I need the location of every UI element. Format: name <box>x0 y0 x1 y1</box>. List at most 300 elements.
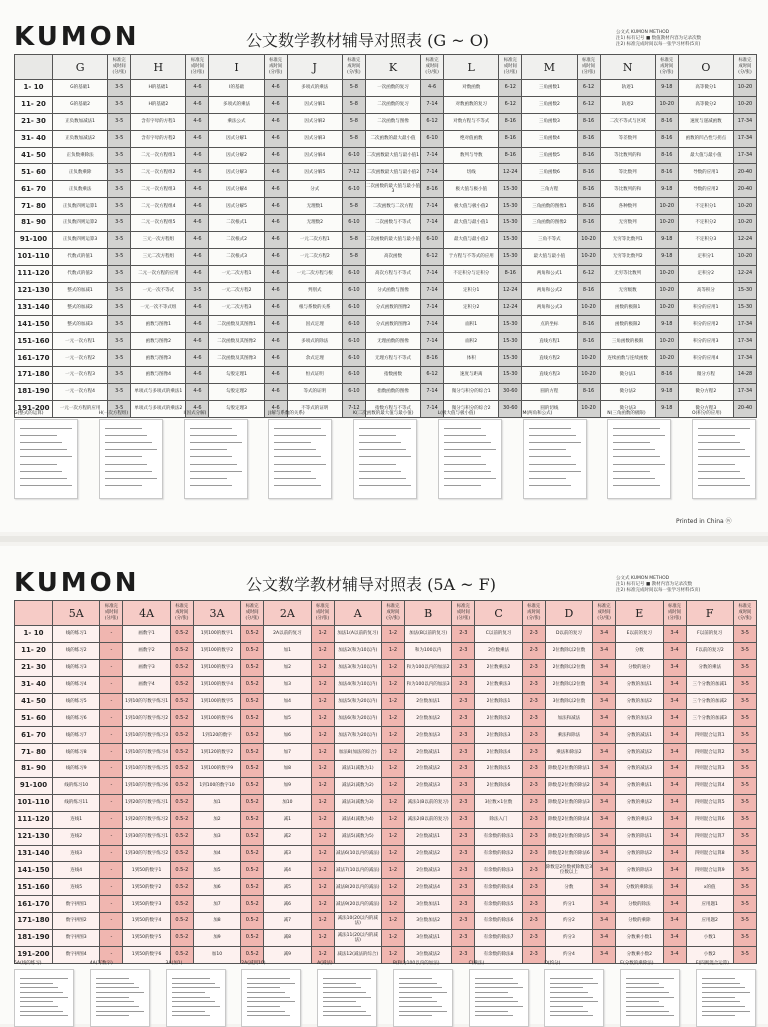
topic-cell: 三角函数2 <box>522 96 577 113</box>
time-cell: 4-6 <box>186 181 209 198</box>
time-cell: 2-3 <box>522 930 545 947</box>
level-header: O <box>678 55 733 80</box>
topic-cell: 微分与积分的综合1 <box>444 384 499 401</box>
worksheet-line <box>702 1006 745 1007</box>
topic-cell: 直线方程3 <box>522 367 577 384</box>
time-cell: 3-5 <box>733 862 756 879</box>
topic-cell: 四则混合运算9 <box>686 862 733 879</box>
topic-cell: 2位数减法3 <box>404 862 451 879</box>
topic-cell: 正负数乘法 <box>53 181 108 198</box>
topic-cell: 1到120的数字 <box>193 727 240 744</box>
kumon-logo: KUMON <box>14 568 140 598</box>
topic-cell: 1到50的数字3 <box>123 896 170 913</box>
worksheet-line <box>105 478 157 479</box>
time-header: 标准完 成时间 (分/张) <box>655 55 678 80</box>
worksheet-line <box>96 978 129 979</box>
topic-cell: 正负数四则运算3 <box>53 232 108 249</box>
topic-cell: 含有字母的方程1 <box>131 113 186 130</box>
worksheet-line <box>626 1006 664 1007</box>
worksheet-line <box>359 471 401 472</box>
topic-cell: 除数是2位数的除法6 <box>545 845 592 862</box>
topic-cell: 等式的证明 <box>287 384 342 401</box>
topic-cell: 微分法1 <box>600 367 655 384</box>
time-cell: 8-16 <box>577 198 600 215</box>
time-cell: 1-2 <box>311 676 334 693</box>
time-cell: 8-16 <box>577 181 600 198</box>
topic-cell: 函数与图像3 <box>131 350 186 367</box>
topic-cell: 减法2(B以前的复习) <box>404 811 451 828</box>
worksheet-line <box>20 1001 53 1002</box>
time-cell: 3-4 <box>663 930 686 947</box>
topic-cell: 小数2 <box>686 946 733 963</box>
topic-cell: 加3 <box>264 676 311 693</box>
topic-cell: 定积分1 <box>444 282 499 299</box>
time-cell: 0.5-2 <box>241 727 264 744</box>
time-cell: 4-6 <box>186 147 209 164</box>
time-cell: 6-10 <box>342 215 365 232</box>
topic-cell: 约分4 <box>545 946 592 963</box>
time-cell: 7-14 <box>421 215 444 232</box>
topic-cell: 面积1 <box>444 316 499 333</box>
time-cell: 3-4 <box>663 811 686 828</box>
time-cell: 3-4 <box>663 879 686 896</box>
topic-cell: 1到100的数字5 <box>193 693 240 710</box>
topic-cell: 勾股定理2 <box>209 384 264 401</box>
level-header: M <box>522 55 577 80</box>
time-cell: 17-34 <box>733 384 756 401</box>
table-row <box>15 164 757 181</box>
topic-cell: H的基础2 <box>131 96 186 113</box>
time-cell: 4-6 <box>264 265 287 282</box>
table-row <box>15 794 757 811</box>
topic-cell: 四则混合运算3 <box>686 761 733 778</box>
topic-cell: 减法6(10以内的减法) <box>334 845 381 862</box>
table-row <box>15 659 757 676</box>
time-cell: 4-6 <box>264 130 287 147</box>
topic-cell: 三角函数6 <box>522 164 577 181</box>
time-cell: 6-12 <box>577 80 600 97</box>
worksheet-range: 1- 10 <box>15 626 53 643</box>
topic-cell: 无理函数的图像 <box>365 333 420 350</box>
time-cell: 3-5 <box>733 761 756 778</box>
topic-cell: 1到50的数字2 <box>123 879 170 896</box>
topic-cell: 除数是2位数的除法1 <box>545 761 592 778</box>
time-cell: 3-5 <box>108 400 131 417</box>
topic-cell: 2位数除法2 <box>475 710 522 727</box>
time-cell: 0.5-2 <box>241 626 264 643</box>
time-cell: 3-5 <box>108 215 131 232</box>
topic-cell: 整式的加减2 <box>53 299 108 316</box>
time-cell: 7-14 <box>421 400 444 417</box>
time-cell: 4-6 <box>264 299 287 316</box>
worksheet-line <box>247 1001 295 1002</box>
worksheet-line <box>359 456 411 457</box>
time-cell: 2-3 <box>522 879 545 896</box>
time-cell: 5-8 <box>342 130 365 147</box>
topic-cell: 二元一次方程组3 <box>131 181 186 198</box>
topic-cell: 二次函数的最大值与最小值3 <box>365 181 420 198</box>
time-cell: 5-8 <box>342 80 365 97</box>
topic-cell: 速度与递减函数 <box>678 113 733 130</box>
time-cell: 3-5 <box>733 930 756 947</box>
topic-cell: 线的练习7 <box>53 727 100 744</box>
worksheet-line <box>475 983 518 984</box>
topic-cell: 对数方程与不等式 <box>444 113 499 130</box>
topic-cell: 因式分解1 <box>287 96 342 113</box>
time-cell: 0.5-2 <box>170 727 193 744</box>
table-row <box>15 896 757 913</box>
sample-page <box>469 960 529 1027</box>
worksheet-thumbnail <box>14 969 74 1027</box>
topic-cell: 连线2 <box>53 828 100 845</box>
time-header: 标准完 成时间 (分/张) <box>733 601 756 626</box>
time-cell: 6-12 <box>577 96 600 113</box>
topic-cell: 分数的减法1 <box>616 727 663 744</box>
topic-cell: 单项式与多项式的乘法1 <box>131 384 186 401</box>
time-cell: 2-3 <box>452 913 475 930</box>
topic-cell: 等比数列的和 <box>600 181 655 198</box>
table-row <box>15 299 757 316</box>
topic-cell: 二次函数与二次方程 <box>365 198 420 215</box>
topic-cell: 积分的应用3 <box>678 333 733 350</box>
topic-cell: 不等式的证明 <box>287 400 342 417</box>
time-header: 标准完 成时间 (分/张) <box>108 55 131 80</box>
time-cell: 3-5 <box>108 282 131 299</box>
worksheet-line <box>20 449 67 450</box>
table-row <box>15 828 757 845</box>
time-header: 标准完 成时间 (分/张) <box>186 55 209 80</box>
topic-cell: 三角不等式 <box>522 232 577 249</box>
time-cell: 3-4 <box>593 778 616 795</box>
worksheet-range: 11- 20 <box>15 642 53 659</box>
topic-cell: 积分的应用2 <box>678 316 733 333</box>
time-cell: 10-20 <box>655 333 678 350</box>
time-cell: 4-6 <box>186 367 209 384</box>
time-cell: 1-2 <box>381 693 404 710</box>
topic-cell: 1到20的写数字练习1 <box>123 794 170 811</box>
topic-cell: 等比数列的和 <box>600 147 655 164</box>
worksheet-line <box>20 987 58 988</box>
time-cell: 4-6 <box>264 232 287 249</box>
time-cell: 0.5-2 <box>170 761 193 778</box>
time-cell: 8-16 <box>421 350 444 367</box>
sample-page <box>692 410 756 499</box>
time-cell: 20-40 <box>733 181 756 198</box>
topic-cell: G的基础1 <box>53 80 108 97</box>
topic-cell: 减法8(20以内的减法) <box>334 879 381 896</box>
time-cell: 2-3 <box>452 778 475 795</box>
time-cell: 1-2 <box>311 693 334 710</box>
time-cell: 2-3 <box>522 778 545 795</box>
time-cell: 8-16 <box>655 113 678 130</box>
time-cell: 5-8 <box>342 113 365 130</box>
time-cell: 0.5-2 <box>170 659 193 676</box>
topic-cell: 微分法2 <box>600 384 655 401</box>
topic-cell: 有余数的除法2 <box>475 845 522 862</box>
time-cell: 2-3 <box>522 659 545 676</box>
topic-cell: 有余数的除法4 <box>475 879 522 896</box>
worksheet-line <box>444 456 481 457</box>
topic-cell: 三角函数的图像2 <box>522 215 577 232</box>
sample-caption: 2A(减到10) <box>241 961 266 966</box>
topic-cell: 三角函数5 <box>522 147 577 164</box>
worksheet-line <box>190 442 242 443</box>
time-cell: 2-3 <box>522 642 545 659</box>
time-cell: 0.5-2 <box>170 862 193 879</box>
time-header: 标准完 成时间 (分/张) <box>264 55 287 80</box>
time-cell: - <box>100 727 123 744</box>
worksheet-range: 41- 50 <box>15 147 53 164</box>
time-cell: 3-4 <box>593 744 616 761</box>
worksheet-line <box>698 464 735 465</box>
topic-cell: 加2 <box>264 659 311 676</box>
level-header: L <box>444 55 499 80</box>
time-cell: 1-2 <box>311 828 334 845</box>
time-cell: 4-6 <box>264 80 287 97</box>
time-cell: 3-4 <box>663 845 686 862</box>
topic-cell: 和为100以内的加法2 <box>404 659 451 676</box>
topic-cell: 线的练习11 <box>53 794 100 811</box>
time-cell: 0.5-2 <box>241 845 264 862</box>
worksheet-line <box>550 1015 593 1016</box>
topic-cell: 2位数除法5 <box>475 761 522 778</box>
time-cell: 3-5 <box>733 642 756 659</box>
time-cell: 4-6 <box>264 164 287 181</box>
sample-page <box>607 410 671 499</box>
topic-cell: 除法入门 <box>475 811 522 828</box>
time-cell: 0.5-2 <box>241 659 264 676</box>
time-cell: 4-6 <box>264 198 287 215</box>
topic-cell: 分数的除法 <box>616 896 663 913</box>
worksheet-line <box>626 997 674 998</box>
time-cell: 0.5-2 <box>241 693 264 710</box>
time-cell: 4-6 <box>264 367 287 384</box>
time-cell: 7-14 <box>421 96 444 113</box>
worksheet-line <box>247 987 280 988</box>
time-cell: 2-3 <box>452 659 475 676</box>
time-header: 标准完 成时间 (分/张) <box>522 601 545 626</box>
table-row <box>15 350 757 367</box>
worksheet-line <box>550 997 593 998</box>
time-cell: 0.5-2 <box>241 930 264 947</box>
time-cell: 1-2 <box>311 896 334 913</box>
worksheet-line <box>172 1006 220 1007</box>
time-cell: 3-5 <box>733 845 756 862</box>
time-cell: 9-18 <box>655 316 678 333</box>
time-cell: 10-20 <box>733 198 756 215</box>
time-cell: 3-5 <box>108 299 131 316</box>
time-cell: 3-5 <box>733 744 756 761</box>
topic-cell: 无穷等比数列1 <box>600 232 655 249</box>
time-cell: 0.5-2 <box>170 676 193 693</box>
topic-cell: 导数的应用2 <box>678 181 733 198</box>
worksheet-thumbnail <box>353 419 417 499</box>
topic-cell: 分数的乘除法 <box>616 879 663 896</box>
worksheet-line <box>550 1001 598 1002</box>
time-cell: 3-5 <box>108 265 131 282</box>
topic-cell: 不定积分3 <box>678 232 733 249</box>
topic-cell: 2位数除法4 <box>475 744 522 761</box>
topic-cell: 正负数乘除 <box>53 164 108 181</box>
worksheet-line <box>359 449 406 450</box>
topic-cell: C以前的复习 <box>475 626 522 643</box>
worksheet-line <box>172 992 205 993</box>
topic-cell: 加法6(和为20以内) <box>334 710 381 727</box>
topic-cell: x的值 <box>686 879 733 896</box>
topic-cell: 1到100的数字10 <box>193 778 240 795</box>
table-row <box>15 113 757 130</box>
time-cell: 17-34 <box>733 113 756 130</box>
worksheet-line <box>613 478 655 479</box>
time-cell: 6-12 <box>577 265 600 282</box>
time-cell: 3-4 <box>593 896 616 913</box>
topic-cell: 二次不等式与区域 <box>600 113 655 130</box>
worksheet-line <box>698 471 740 472</box>
table-row <box>15 282 757 299</box>
topic-cell: 一元一次方程的应用 <box>53 400 108 417</box>
topic-cell: 线的练习8 <box>53 744 100 761</box>
time-cell: 10-20 <box>733 96 756 113</box>
topic-cell: 四则混合运算1 <box>686 727 733 744</box>
time-cell: 0.5-2 <box>170 642 193 659</box>
topic-cell: 绝对值函数 <box>444 130 499 147</box>
table-row <box>15 96 757 113</box>
topic-cell: 乘法公式 <box>209 113 264 130</box>
time-cell: 1-2 <box>381 626 404 643</box>
topic-cell: 定积分2 <box>444 299 499 316</box>
time-cell: 4-6 <box>186 130 209 147</box>
table-row <box>15 232 757 249</box>
worksheet-line <box>399 997 432 998</box>
time-cell: 2-3 <box>522 845 545 862</box>
sample-page <box>393 960 453 1027</box>
worksheet-line <box>529 471 581 472</box>
time-cell: 1-2 <box>381 761 404 778</box>
time-cell: - <box>100 778 123 795</box>
time-cell: 0.5-2 <box>241 744 264 761</box>
topic-cell: 加法5(和为20以内) <box>334 693 381 710</box>
worksheet-line <box>698 428 750 429</box>
topic-cell: 连线4 <box>53 862 100 879</box>
time-cell: 5-8 <box>342 232 365 249</box>
topic-cell: 1到30的写数字练习2 <box>123 845 170 862</box>
topic-cell: 二次根式1 <box>209 215 264 232</box>
topic-cell: 点的坐标 <box>522 316 577 333</box>
level-header: E <box>616 601 663 626</box>
worksheet-line <box>247 992 285 993</box>
topic-cell: 因式分解4 <box>209 181 264 198</box>
worksheet-line <box>172 1001 215 1002</box>
time-cell: 15-30 <box>499 367 522 384</box>
time-cell: 4-6 <box>186 80 209 97</box>
worksheet-range: 21- 30 <box>15 659 53 676</box>
time-cell: 6-10 <box>342 181 365 198</box>
worksheet-thumbnail <box>14 419 78 499</box>
time-cell: 15-30 <box>499 215 522 232</box>
topic-cell: 加4 <box>193 845 240 862</box>
table-row <box>15 384 757 401</box>
worksheet-range: 181-190 <box>15 384 53 401</box>
topic-cell: 等比数列 <box>600 164 655 181</box>
worksheet-range: 91-100 <box>15 232 53 249</box>
level-header: 2A <box>264 601 311 626</box>
worksheet-line <box>698 442 740 443</box>
time-cell: 3-5 <box>108 164 131 181</box>
topic-cell: 因式分解5 <box>287 164 342 181</box>
topic-cell: 二次函数最大值与最小值1 <box>365 147 420 164</box>
time-cell: 4-6 <box>264 248 287 265</box>
time-cell: 2-3 <box>522 913 545 930</box>
table-row <box>15 862 757 879</box>
topic-cell: 极大值与极小值 <box>444 181 499 198</box>
topic-cell: 轨迹1 <box>600 80 655 97</box>
worksheet-line <box>96 1001 134 1002</box>
topic-cell: 最大值与最小值2 <box>444 232 499 249</box>
time-cell: 3-4 <box>593 727 616 744</box>
sample-pages-5a-f <box>14 960 756 1027</box>
time-cell: 1-2 <box>311 913 334 930</box>
worksheet-line <box>20 428 72 429</box>
worksheet-line <box>274 442 311 443</box>
worksheet-line <box>550 992 588 993</box>
time-cell: 3-5 <box>108 316 131 333</box>
topic-cell: 减法10(20以内的减法) <box>334 913 381 930</box>
topic-cell: 分数的除法1 <box>616 828 663 845</box>
topic-cell: 1到10的写数字练习3 <box>123 727 170 744</box>
time-cell: 10-20 <box>655 215 678 232</box>
time-cell: 2-3 <box>522 896 545 913</box>
topic-cell: 不定积分1 <box>678 198 733 215</box>
topic-cell: 加7 <box>264 744 311 761</box>
topic-cell: 2位数除法3 <box>475 727 522 744</box>
topic-cell: 减8 <box>264 930 311 947</box>
worksheet-range: 151-160 <box>15 879 53 896</box>
worksheet-line <box>323 1015 371 1016</box>
topic-cell: 2A以前的复习 <box>264 626 311 643</box>
time-cell: 4-6 <box>186 265 209 282</box>
worksheet-line <box>529 449 566 450</box>
topic-cell: 勾股定理1 <box>209 367 264 384</box>
topic-cell: 多项式的除法 <box>287 333 342 350</box>
topic-cell: 代数式的值2 <box>53 265 108 282</box>
worksheet-line <box>399 992 447 993</box>
sample-caption: M(两角和公式) <box>522 411 553 416</box>
topic-cell: 体积 <box>444 350 499 367</box>
worksheet-line <box>444 485 481 486</box>
time-cell: 0.5-2 <box>241 879 264 896</box>
worksheet-line <box>247 978 290 979</box>
time-cell: 1-2 <box>381 659 404 676</box>
worksheet-line <box>626 1011 669 1012</box>
topic-cell: 一元二次方程3 <box>209 299 264 316</box>
worksheet-line <box>323 992 366 993</box>
worksheet-line <box>190 485 232 486</box>
sample-caption: F(四则混合运算) <box>695 961 729 966</box>
topic-cell: 分数的除法2 <box>616 845 663 862</box>
time-cell: 6-10 <box>342 333 365 350</box>
time-cell: 3-5 <box>108 130 131 147</box>
time-cell: 8-16 <box>577 215 600 232</box>
worksheet-line <box>399 983 437 984</box>
time-cell: 10-20 <box>655 96 678 113</box>
topic-cell: 3位数减法2 <box>404 946 451 963</box>
topic-cell: 微分与积分的综合2 <box>444 400 499 417</box>
worksheet-line <box>702 987 745 988</box>
topic-cell: 三角函数的图像1 <box>522 198 577 215</box>
worksheet-line <box>626 1001 659 1002</box>
topic-cell: 直线方程1 <box>522 333 577 350</box>
topic-cell: 因式分解5 <box>209 198 264 215</box>
